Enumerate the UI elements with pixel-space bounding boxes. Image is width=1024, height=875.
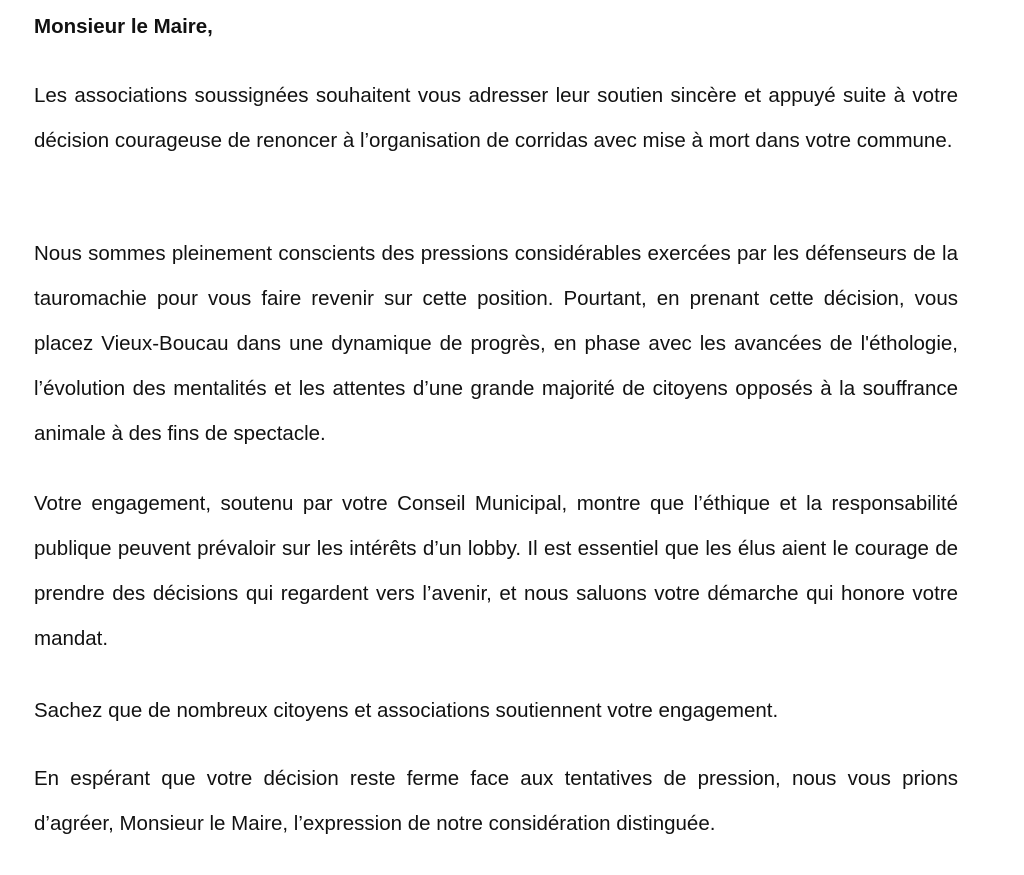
letter-salutation: Monsieur le Maire,: [34, 15, 213, 38]
letter-paragraph-pressures: Nous sommes pleinement conscients des pressions considérables exercées par les défenseurs de la tauromachie pour vous faire revenir sur cette position. Pourtant, en prenant cette décision, vous placez Vieux-Boucau dans une dynamique de progrès, en phase avec les avancées de l'éthologie, l’évolution des mentalités et les attentes d’une grande majorité de citoyens opposés à la souffrance animale à des fins de spectacle.: [34, 242, 958, 445]
letter-paragraph-support: Les associations soussignées souhaitent vous adresser leur soutien sincère et appuyé suite à votre décision courageuse de renoncer à l’organisation de corridas avec mise à mort dans votre commune.: [34, 84, 958, 152]
letter-paragraph-citizens: Sachez que de nombreux citoyens et associations soutiennent votre engagement.: [34, 699, 779, 722]
letter-page: [34, 0, 958, 875]
letter-paragraph-closing: En espérant que votre décision reste ferme face aux tentatives de pression, nous vous prions d’agréer, Monsieur le Maire, l’expression de notre considération distinguée.: [34, 767, 958, 835]
letter-paragraph-engagement: Votre engagement, soutenu par votre Conseil Municipal, montre que l’éthique et la responsabilité publique peuvent prévaloir sur les intérêts d’un lobby. Il est essentiel que les élus aient le courage de prendre des décisions qui regardent vers l’avenir, et nous saluons votre démarche qui honore votre mandat.: [34, 492, 958, 650]
